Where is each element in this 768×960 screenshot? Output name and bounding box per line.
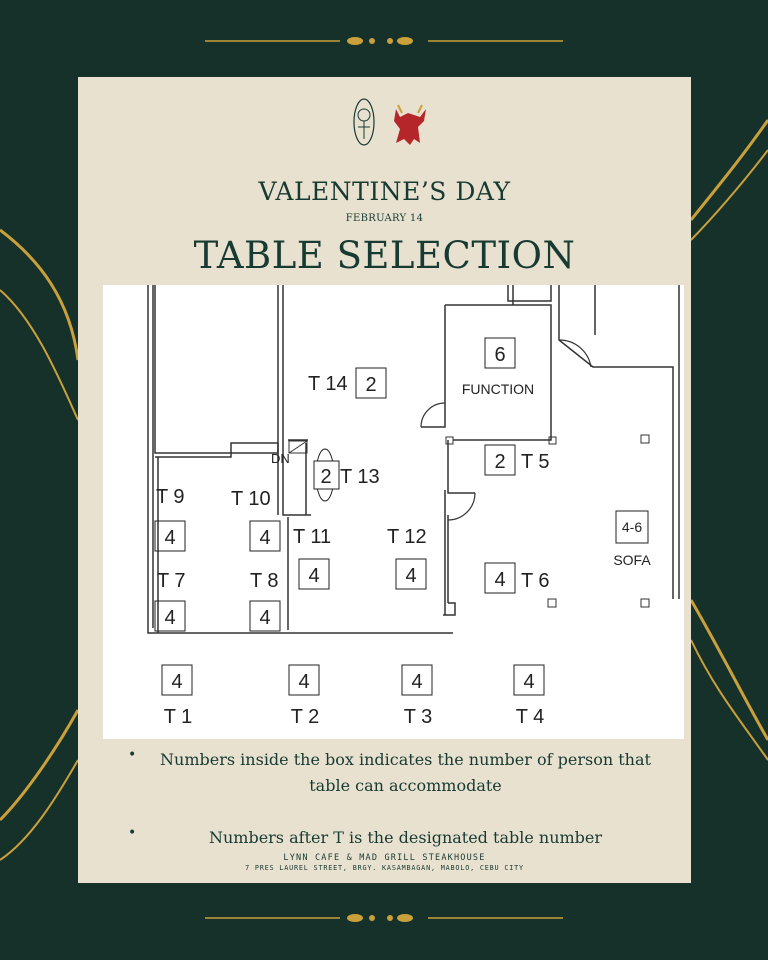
table-capacity: 4 <box>494 569 506 591</box>
table-capacity: 2 <box>494 451 506 473</box>
event-date: FEBRUARY 14 <box>345 213 424 224</box>
table-t4[interactable] <box>514 665 544 728</box>
table-t14[interactable] <box>308 368 386 398</box>
table-number: T 4 <box>515 706 545 728</box>
table-t8[interactable] <box>250 570 280 631</box>
table-number: T 12 <box>387 526 427 548</box>
floor-plan <box>103 285 684 739</box>
sofa-label: SOFA <box>613 552 651 568</box>
flyer-card <box>78 77 691 883</box>
table-t5[interactable] <box>485 445 550 475</box>
table-t11[interactable] <box>293 526 331 589</box>
table-number: T 8 <box>250 570 279 592</box>
table-capacity: 4 <box>523 671 535 693</box>
ornament-divider-top <box>200 31 568 51</box>
bullet-icon: • <box>128 825 137 841</box>
table-number: T 14 <box>308 373 348 395</box>
logos <box>78 95 691 149</box>
door-swings <box>421 340 591 520</box>
table-number: T 3 <box>403 706 433 728</box>
table-capacity: 4 <box>411 671 423 693</box>
table-number: T 10 <box>231 488 271 510</box>
table-capacity: 4 <box>259 527 271 549</box>
table-t7[interactable] <box>155 570 186 631</box>
table-t10[interactable] <box>231 488 280 551</box>
note-text: Numbers after T is the designated table number <box>208 828 603 847</box>
table-number: T 9 <box>156 486 185 508</box>
table-t12[interactable] <box>387 526 427 589</box>
ornament-divider-bottom <box>200 908 568 928</box>
table-number: T 13 <box>340 466 380 488</box>
table-number: T 7 <box>157 570 186 592</box>
function-capacity: 6 <box>494 344 506 366</box>
table-t1[interactable] <box>162 665 192 728</box>
table-t9[interactable] <box>155 486 185 551</box>
bullet-icon: • <box>128 747 137 763</box>
function-label: FUNCTION <box>461 381 535 397</box>
table-number: T 11 <box>293 526 332 548</box>
function-room[interactable] <box>462 338 534 397</box>
sofa[interactable] <box>613 511 651 568</box>
stairs <box>289 441 307 453</box>
table-t6[interactable] <box>485 563 550 593</box>
table-t2[interactable] <box>289 665 319 728</box>
table-capacity: 4 <box>308 565 320 587</box>
table-capacity: 4 <box>164 527 176 549</box>
event-title: VALENTINE’S DAY <box>258 177 511 206</box>
mad-grill-bull-logo <box>394 105 426 145</box>
page-heading: TABLE SELECTION <box>193 234 576 277</box>
table-capacity: 4 <box>405 565 417 587</box>
table-t13[interactable] <box>314 449 380 501</box>
table-number: T 6 <box>521 570 550 592</box>
table-capacity: 4 <box>164 607 176 629</box>
table-capacity: 2 <box>320 466 332 488</box>
footer-business-name: LYNN CAFE & MAD GRILL STEAKHOUSE <box>283 853 486 863</box>
table-number: T 1 <box>163 706 193 728</box>
table-capacity: 4 <box>259 607 271 629</box>
sofa-capacity: 4-6 <box>621 519 643 535</box>
table-capacity: 4 <box>171 671 183 693</box>
lynn-cafe-logo <box>354 99 374 145</box>
dn-label: DN <box>271 451 290 466</box>
footer-address: 7 PRES LAUREL STREET, BRGY. KASAMBAGAN, MABOLO, CEBU CITY <box>245 864 524 872</box>
note-text: Numbers inside the box indicates the number of person that table can accommodate <box>160 750 651 795</box>
table-t3[interactable] <box>402 665 432 728</box>
table-capacity: 4 <box>298 671 310 693</box>
table-capacity: 2 <box>365 374 377 396</box>
table-number: T 5 <box>521 451 550 473</box>
table-number: T 2 <box>290 706 320 728</box>
